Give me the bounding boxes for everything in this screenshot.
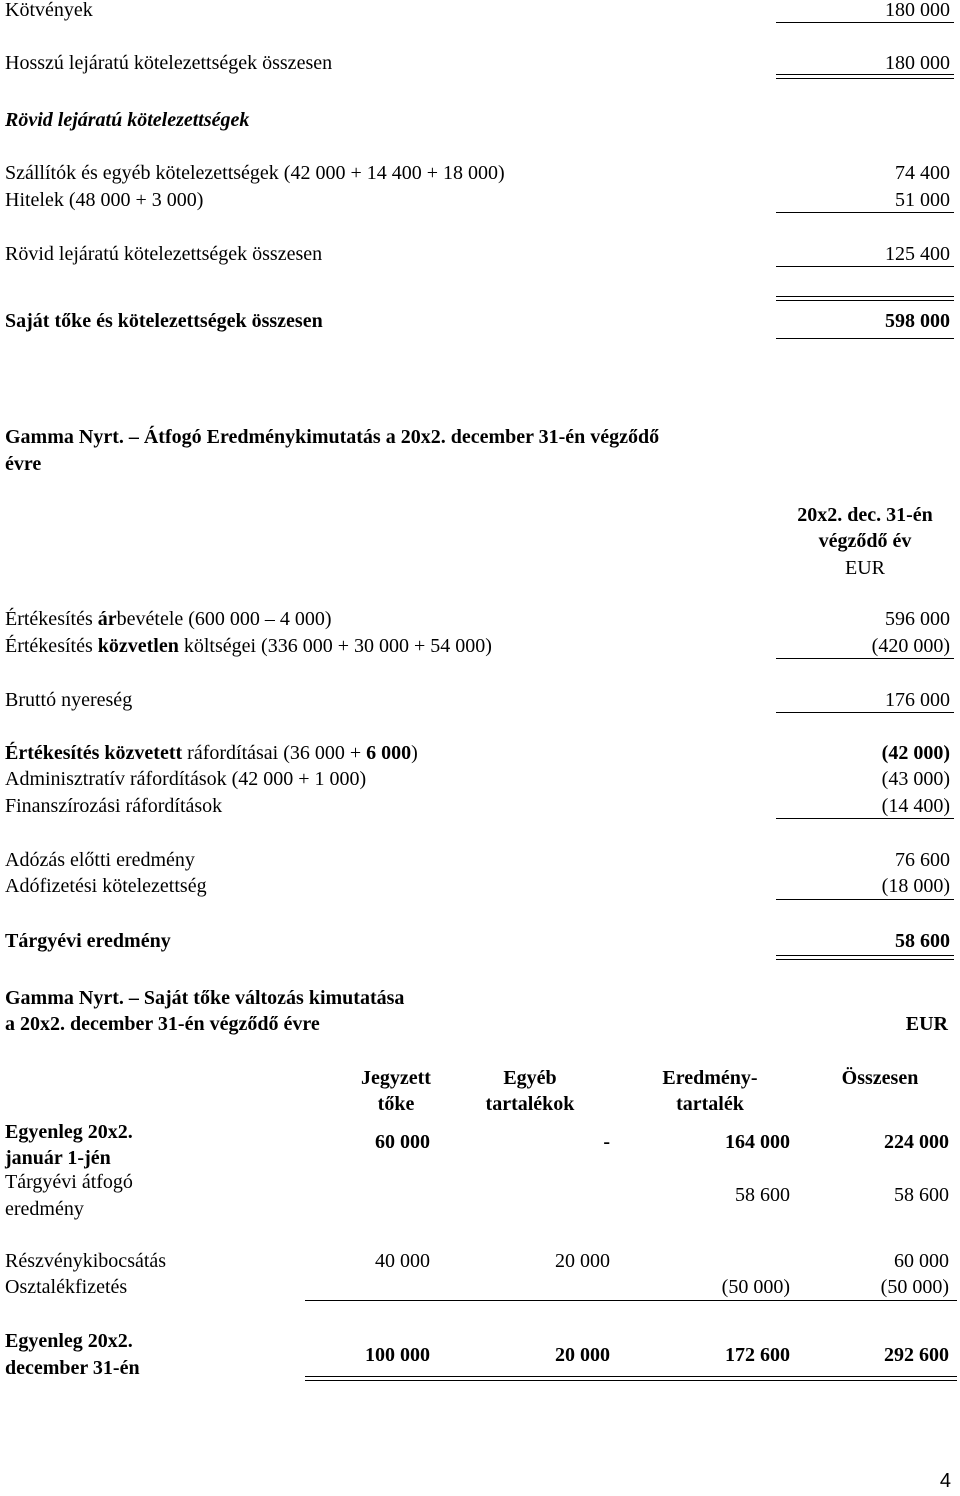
- income-value: (18 000): [881, 875, 950, 897]
- balance-label: Hosszú lejáratú kötelezettségek összesen: [5, 52, 333, 74]
- income-label: Értékesítés közvetett ráfordításai (36 000 + 6 000): [5, 742, 418, 764]
- equity-cell: (50 000): [721, 1276, 790, 1298]
- balance-label: Szállítók és egyéb kötelezettségek (42 000 + 14 400 + 18 000): [5, 162, 505, 184]
- equity-row-label: eredmény: [5, 1198, 84, 1220]
- income-label: Értékesítés közvetlen költségei (336 000 + 30 000 + 54 000): [5, 635, 492, 657]
- equity-cell: 58 600: [735, 1184, 790, 1206]
- balance-value: 51 000: [895, 189, 950, 211]
- underline: [776, 899, 954, 900]
- balance-total-label: Saját tőke és kötelezettségek összesen: [5, 310, 323, 332]
- double-underline: [776, 955, 954, 960]
- equity-header-subscribed-capital: Jegyzett tőke: [361, 1067, 431, 1115]
- underline: [776, 818, 954, 819]
- equity-row-label: Tárgyévi átfogó: [5, 1171, 133, 1193]
- equity-cell: 40 000: [375, 1250, 430, 1272]
- balance-label: Hitelek (48 000 + 3 000): [5, 189, 204, 211]
- income-total-value: 58 600: [895, 930, 950, 952]
- income-label: Finanszírozási ráfordítások: [5, 795, 223, 817]
- equity-header-other-reserves: Egyéb tartalékok: [485, 1067, 575, 1115]
- income-value: (43 000): [881, 768, 950, 790]
- equity-row-label: Osztalékfizetés: [5, 1276, 128, 1298]
- equity-row-label: Részvénykibocsátás: [5, 1250, 167, 1272]
- equity-cell: 58 600: [894, 1184, 949, 1206]
- section-heading: Rövid lejáratú kötelezettségek: [5, 109, 250, 131]
- underline: [776, 658, 954, 659]
- income-value: 76 600: [895, 849, 950, 871]
- balance-total-value: 598 000: [885, 310, 950, 332]
- balance-value: 180 000: [885, 52, 950, 74]
- income-col-header: végződő év: [818, 530, 912, 552]
- equity-cell: 224 000: [884, 1131, 949, 1153]
- page-number: 4: [939, 1470, 951, 1492]
- income-title: Gamma Nyrt. – Átfogó Eredménykimutatás a 20x2. december 31-én végződő: [5, 426, 660, 448]
- income-currency: EUR: [845, 557, 885, 579]
- equity-cell: 60 000: [375, 1131, 430, 1153]
- equity-cell: 100 000: [365, 1344, 430, 1366]
- income-title-cont: évre: [5, 453, 42, 475]
- double-underline: [305, 1376, 957, 1381]
- income-value: (42 000): [881, 742, 950, 764]
- equity-cell: 20 000: [555, 1250, 610, 1272]
- balance-value: 74 400: [895, 162, 950, 184]
- double-underline: [776, 74, 954, 79]
- underline: [305, 1300, 957, 1301]
- income-label: Értékesítés árbevétele (600 000 – 4 000): [5, 608, 332, 630]
- equity-currency: EUR: [905, 1013, 948, 1035]
- income-label: Adózás előtti eredmény: [5, 849, 195, 871]
- underline: [776, 266, 954, 267]
- underline: [776, 212, 954, 213]
- equity-cell: 164 000: [725, 1131, 790, 1153]
- equity-header-total: Összesen: [841, 1067, 919, 1089]
- equity-cell: -: [603, 1131, 610, 1153]
- balance-label: Rövid lejáratú kötelezettségek összesen: [5, 243, 323, 265]
- equity-row-label: Egyenleg 20x2.: [5, 1121, 133, 1143]
- equity-title-cont: a 20x2. december 31-én végződő évre: [5, 1013, 320, 1035]
- income-label: Adófizetési kötelezettség: [5, 875, 207, 897]
- balance-label: Kötvények: [5, 0, 93, 21]
- income-value: (420 000): [871, 635, 950, 657]
- equity-row-label: január 1-jén: [5, 1147, 111, 1169]
- double-overline: [776, 296, 954, 301]
- underline: [776, 338, 954, 339]
- equity-cell: (50 000): [880, 1276, 949, 1298]
- equity-row-label: december 31-én: [5, 1357, 140, 1379]
- equity-row-label: Egyenleg 20x2.: [5, 1330, 133, 1352]
- equity-header-retained-earnings: Eredmény- tartalék: [662, 1067, 758, 1115]
- equity-cell: 172 600: [725, 1344, 790, 1366]
- equity-title: Gamma Nyrt. – Saját tőke változás kimutatása: [5, 987, 405, 1009]
- income-col-header: 20x2. dec. 31-én: [797, 504, 933, 526]
- income-value: 596 000: [885, 608, 950, 630]
- income-value: 176 000: [885, 689, 950, 711]
- underline: [776, 22, 954, 23]
- income-total-label: Tárgyévi eredmény: [5, 930, 171, 952]
- equity-cell: 60 000: [894, 1250, 949, 1272]
- underline: [776, 712, 954, 713]
- income-label: Bruttó nyereség: [5, 689, 133, 711]
- balance-value: 180 000: [885, 0, 950, 21]
- income-value: (14 400): [881, 795, 950, 817]
- balance-value: 125 400: [885, 243, 950, 265]
- income-label: Adminisztratív ráfordítások (42 000 + 1 000): [5, 768, 367, 790]
- equity-cell: 20 000: [555, 1344, 610, 1366]
- equity-cell: 292 600: [884, 1344, 949, 1366]
